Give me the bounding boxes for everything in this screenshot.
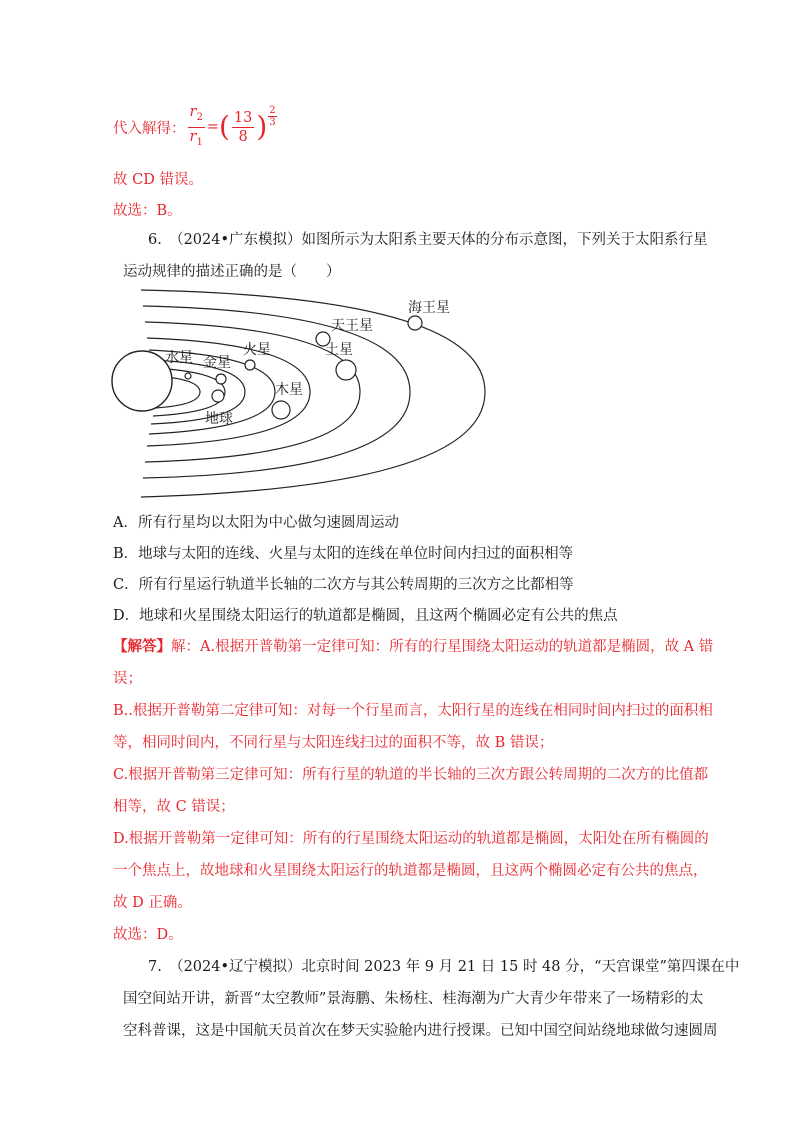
q7-line-1: 7. （2024•辽宁模拟）北京时间 2023 年 9 月 21 日 15 时 48 分，“天宫课堂”第四课在中 bbox=[148, 959, 740, 975]
q6-answer-line-4: 等，相同时间内，不同行星与太阳连线扫过的面积不等，故 B 错误； bbox=[113, 735, 554, 751]
formula-lhs-fraction bbox=[188, 103, 205, 152]
formula-equals: = bbox=[206, 119, 219, 135]
q6-stem-line-1: 6. （2024•广东模拟）如图所示为太阳系主要天体的分布示意图，下列关于太阳系行星 bbox=[148, 232, 708, 248]
label-neptune: 海王星 bbox=[408, 300, 450, 316]
q6-option-d: D．地球和火星围绕太阳运行的轨道都是椭圆，且这两个椭圆必定有公共的焦点 bbox=[113, 608, 618, 624]
cd-wrong-text: 故 CD 错误。 bbox=[113, 172, 203, 188]
q7-line-3: 空科普课，这是中国航天员首次在梦天实验舱内进行授课。已知中国空间站绕地球做匀速圆周 bbox=[123, 1023, 718, 1039]
rhs-denominator: 8 bbox=[238, 128, 248, 145]
q6-answer-line-6: 相等，故 C 错误； bbox=[113, 799, 235, 815]
q6-answer-line-5: C.根据开普勒第三定律可知：所有行星的轨道的半长轴的三次方跟公转周期的二次方的比值都 bbox=[113, 767, 709, 783]
planet-venus bbox=[216, 374, 226, 384]
formula-exponent bbox=[268, 105, 276, 128]
q6-answer-line-7: D.根据开普勒第一定律可知：所有的行星围绕太阳运动的轨道都是椭圆，太阳处在所有椭圆的 bbox=[113, 831, 709, 847]
lhs-denominator: r bbox=[189, 128, 197, 145]
q6-answer-line-1 bbox=[113, 637, 713, 657]
formula-prefix: 代入解得： bbox=[113, 120, 186, 137]
formula-close-paren: ) bbox=[256, 110, 268, 143]
answer-text-1: 解：A.根据开普勒第一定律可知：所有的行星围绕太阳运动的轨道都是椭圆，故 A 错 bbox=[171, 639, 714, 655]
q6-choice-text: 故选：D。 bbox=[113, 927, 183, 943]
label-mercury: 水星 bbox=[165, 350, 193, 366]
q6-answer-line-3: B..根据开普勒第二定律可知：对每一个行星而言，太阳行星的连线在相同时间内扫过的面积相 bbox=[113, 703, 713, 719]
q6-stem-line-2: 运动规律的描述正确的是（ ） bbox=[123, 264, 341, 280]
planet-neptune bbox=[408, 316, 422, 330]
exponent-numerator: 2 bbox=[269, 104, 276, 116]
lhs-denominator-sub: 1 bbox=[196, 136, 203, 148]
rhs-numerator: 13 bbox=[233, 109, 253, 126]
q6-answer-line-2: 误； bbox=[113, 671, 142, 687]
sun bbox=[112, 351, 172, 411]
orbit-neptune bbox=[141, 290, 485, 497]
label-earth: 地球 bbox=[205, 411, 233, 427]
formula-open-paren: ( bbox=[218, 110, 230, 143]
solar-system-diagram bbox=[105, 282, 500, 507]
q6-option-b: B．地球与太阳的连线、火星与太阳的连线在单位时间内扫过的面积相等 bbox=[113, 546, 574, 562]
answer-tag: 【解答】 bbox=[113, 638, 171, 655]
q6-answer-line-9: 故 D 正确。 bbox=[113, 895, 192, 911]
planet-saturn bbox=[336, 360, 356, 380]
formula-rhs-fraction bbox=[232, 109, 254, 146]
planet-mercury bbox=[185, 373, 191, 379]
formula-line bbox=[113, 100, 277, 154]
q7-line-2: 国空间站开讲，新晋“太空教师”景海鹏、朱杨柱、桂海潮为广大青少年带来了一场精彩的太 bbox=[123, 991, 704, 1007]
planet-jupiter bbox=[272, 401, 290, 419]
planet-mars bbox=[245, 360, 255, 370]
planet-earth bbox=[212, 390, 224, 402]
q6-option-a: A．所有行星均以太阳为中心做匀速圆周运动 bbox=[113, 515, 399, 531]
label-jupiter: 木星 bbox=[275, 382, 303, 398]
label-mars: 火星 bbox=[243, 342, 271, 358]
prev-choice-text: 故选：B。 bbox=[113, 203, 182, 219]
exponent-denominator: 3 bbox=[269, 116, 276, 128]
label-venus: 金星 bbox=[203, 355, 231, 371]
lhs-numerator: r bbox=[189, 103, 197, 120]
lhs-numerator-sub: 2 bbox=[196, 111, 203, 123]
q6-option-c: C．所有行星运行轨道半长轴的二次方与其公转周期的三次方之比都相等 bbox=[113, 577, 574, 593]
label-uranus: 天王星 bbox=[331, 318, 373, 334]
label-saturn: 土星 bbox=[325, 342, 353, 358]
q6-answer-line-8: 一个焦点上，故地球和火星围绕太阳运行的轨道都是椭圆，且这两个椭圆必定有公共的焦点， bbox=[113, 863, 708, 879]
